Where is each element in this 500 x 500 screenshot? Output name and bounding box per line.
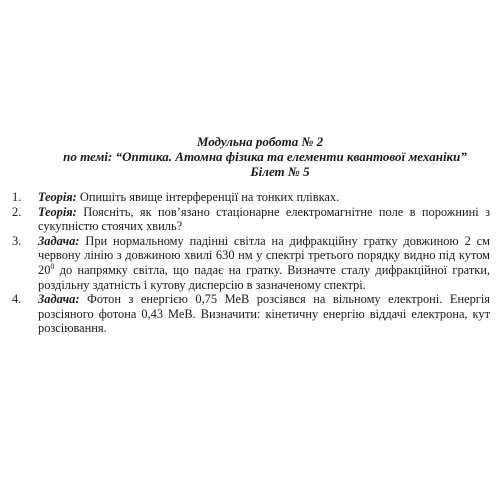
topic-line: по темі: “Оптика. Атомна фізика та елементи квантової механіки” bbox=[63, 149, 467, 164]
ticket-number: Білет № 5 bbox=[250, 164, 310, 179]
task-text-continued: до напрямку світла, що падає на гратку. Визначте сталу дифракційної гратки, роздільну здатність і кутову дисперсію в зазначеному спектрі. bbox=[38, 262, 490, 292]
task-number: 3. bbox=[12, 233, 22, 248]
task-label: Теорія: bbox=[38, 190, 77, 204]
task-item bbox=[12, 292, 490, 336]
task-item bbox=[12, 190, 490, 205]
task-text: Поясніть, як пов’язано стаціонарне електромагнітне поле в порожнині з сукупністю стоячих хвиль? bbox=[38, 204, 490, 234]
task-item bbox=[12, 205, 490, 234]
task-number: 2. bbox=[12, 204, 22, 219]
task-number: 1. bbox=[12, 190, 22, 204]
task-label: Задача: bbox=[38, 292, 80, 307]
task-text: Опишіть явище інтерференції на тонких плівках. bbox=[76, 190, 340, 204]
task-list bbox=[12, 190, 490, 336]
document-header bbox=[0, 134, 500, 179]
task-text: При нормальному падінні світла на дифракційну гратку довжиною 2 см червону лінію з довжиною хвилі 630 нм у спектрі третього порядку видно під кутом 20 bbox=[38, 233, 490, 277]
task-label: Задача: bbox=[38, 233, 80, 248]
task-number: 4. bbox=[12, 292, 22, 307]
work-title: Модульна робота № 2 bbox=[196, 134, 324, 149]
task-item bbox=[12, 234, 490, 292]
task-label: Теорія: bbox=[38, 204, 77, 219]
degree-superscript: 0 bbox=[50, 261, 55, 271]
task-text: Фотон з енергією 0,75 МеВ розсіявся на вільному електроні. Енергія розсіяного фотона 0,43 МеВ. Визначити: кінетичну енергію віддачі електрона, кут розсіювання. bbox=[38, 292, 490, 336]
